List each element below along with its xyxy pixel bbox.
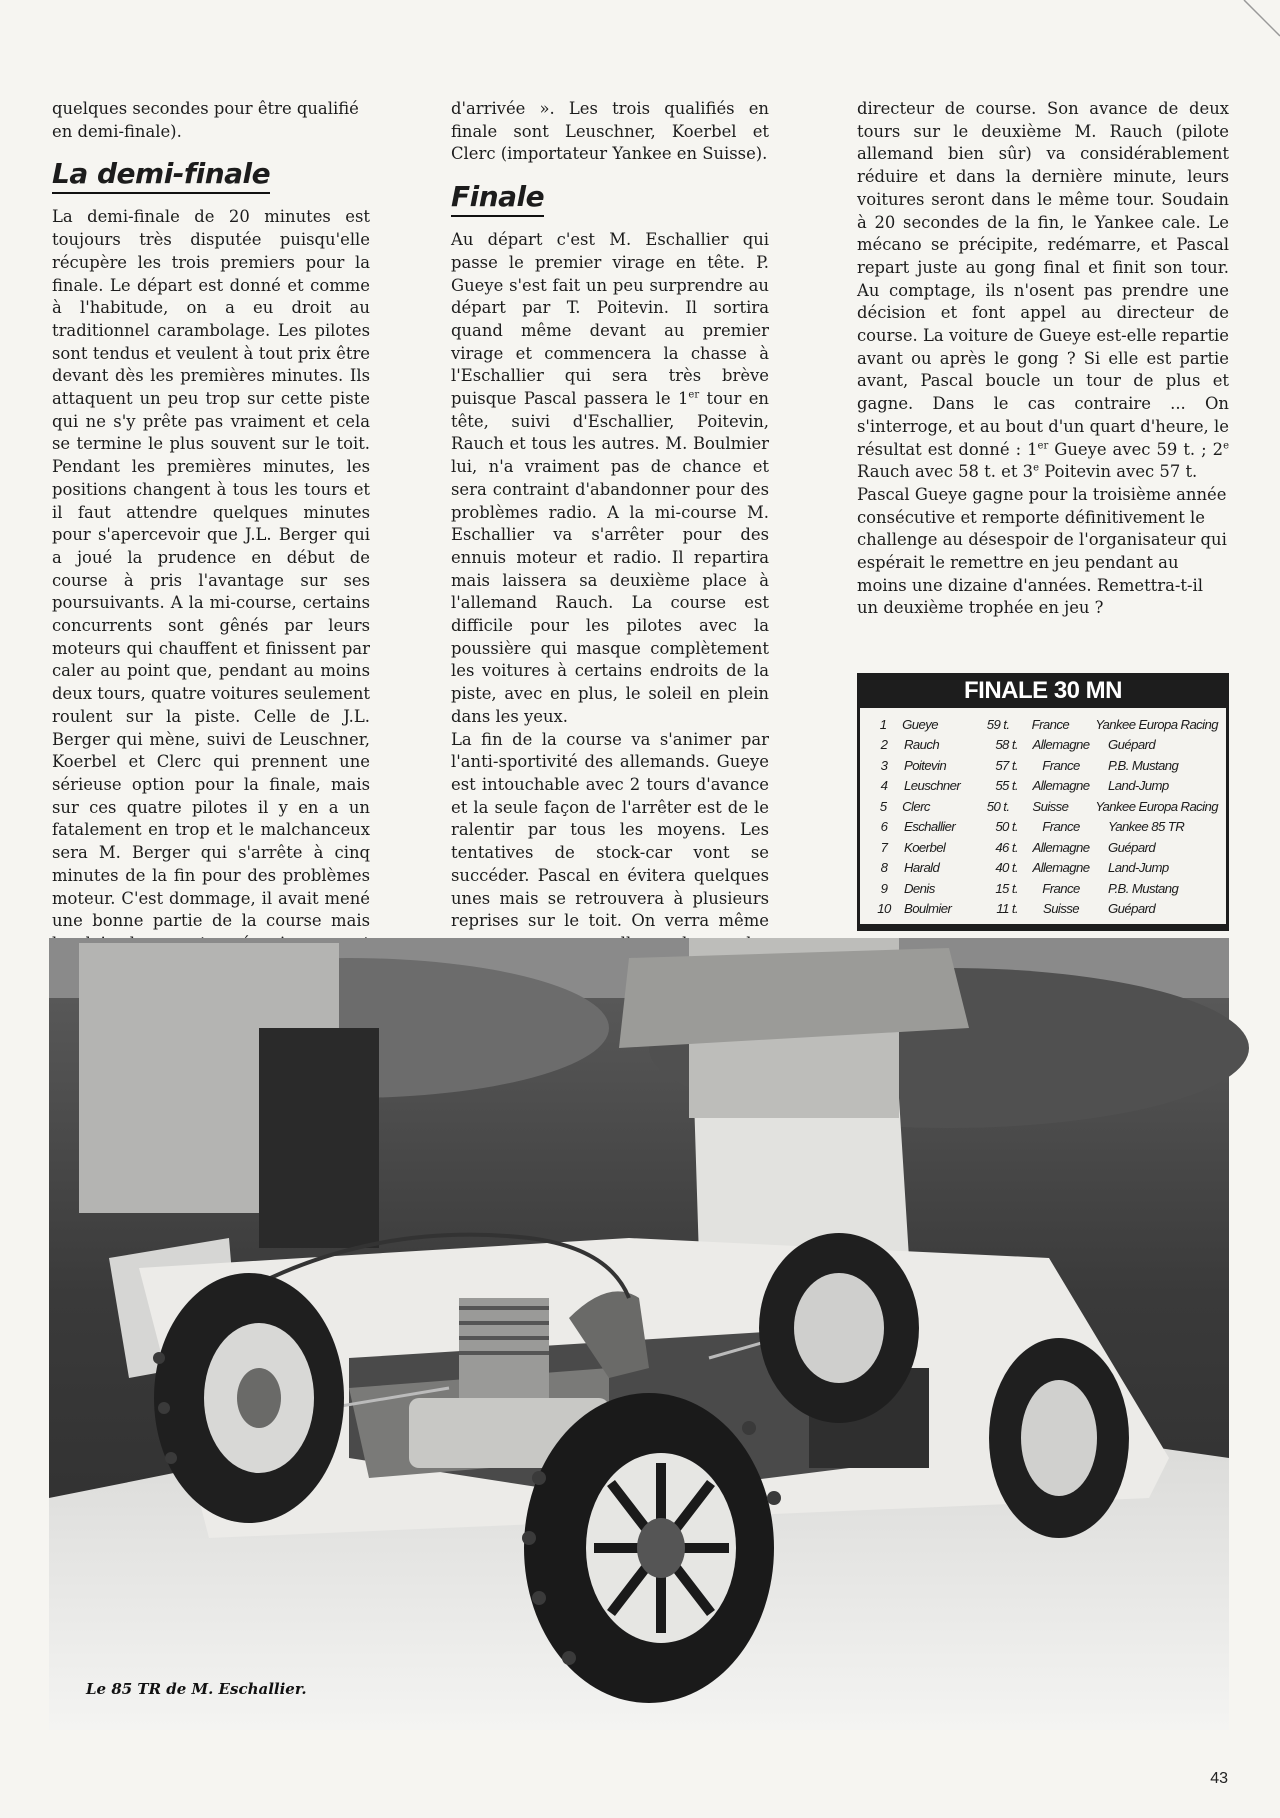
table-row <box>868 899 1218 920</box>
result-rank: 7 <box>880 839 888 855</box>
result-laps: 50 t. <box>995 819 1018 835</box>
result-driver: Leuschner <box>904 778 961 794</box>
result-laps: 46 t. <box>995 839 1018 855</box>
page-number: 43 <box>1210 1770 1228 1787</box>
result-rank: 1 <box>879 716 887 732</box>
result-laps: 59 t. <box>986 716 1010 732</box>
article-column-3 <box>857 98 1229 620</box>
result-car: Guépard <box>1108 737 1156 753</box>
result-driver: Harald <box>904 860 940 876</box>
result-rank: 5 <box>879 798 887 814</box>
paragraph: directeur de course. Son avance de deux tours sur le deuxième M. Rauch (pilote allemand bien sûr) va considérablement réduire et dans la dernière minute, leurs voitures seront dans le même tour. Soudain à 20 secondes de la fin, le Yankee cale. Le mécano se précipite, redémarre, et Pascal repart juste au gong final et finit son tour. Au comptage, ils n'osent pas prendre une décision et font appel au directeur de course. La voiture de Gueye est-elle repartie avant ou après le gong ? Si elle est partie avant, Pascal boucle un tour de plus et gagne. Dans le cas contraire ... On s'interroge, et au bout d'un quart d'heure, le résultat est donné : 1er Gueye avec 59 t. ; 2e Rauch avec 58 t. et 3e Poitevin avec 57 t. <box>857 99 1229 482</box>
result-car: P.B. Mustang <box>1108 757 1179 773</box>
result-rank: 4 <box>880 778 888 794</box>
result-driver: Boulmier <box>904 901 952 917</box>
result-car: Yankee Europa Racing <box>1095 798 1218 814</box>
table-row <box>868 878 1218 899</box>
paragraph: Pascal Gueye gagne pour la troisième année consécutive et remporte définitivement le challenge au désespoir de l'organisateur qui espérait le remettre en jeu pendant au moins une dizaine d'années. Remettra-t-il un deuxième trophée en jeu ? <box>857 484 1227 618</box>
result-country: Allemagne <box>1032 839 1090 855</box>
result-country: Allemagne <box>1032 860 1090 876</box>
table-row <box>868 837 1218 858</box>
table-row <box>868 714 1218 735</box>
result-car: P.B. Mustang <box>1108 880 1179 896</box>
result-country: Suisse <box>1032 798 1069 814</box>
result-driver: Gueye <box>902 716 938 732</box>
result-laps: 40 t. <box>995 860 1018 876</box>
result-laps: 15 t. <box>995 880 1018 896</box>
result-laps: 50 t. <box>986 798 1010 814</box>
result-car: Yankee Europa Racing <box>1095 716 1218 732</box>
race-car-photo <box>49 938 1229 1730</box>
result-laps: 58 t. <box>995 737 1018 753</box>
result-car: Land-Jump <box>1108 860 1169 876</box>
result-rank: 8 <box>880 860 888 876</box>
result-country: France <box>1042 757 1080 773</box>
table-row <box>868 796 1218 817</box>
paragraph: La demi-finale de 20 minutes est toujours très disputée puisqu'elle récupère les trois premiers pour la finale. Le départ est donné et comme à l'habitude, on a eu droit au traditionnel carambolage. Les pilotes sont tendus et veulent à tout prix être devant dès les premières minutes. Ils attaquent un peu trop sur cette piste qui ne s'y prête pas vraiment et cela se termine le plus souvent sur le toit. Pendant les premières minutes, les positions changent à tous les tours et il faut attendre quelques minutes pour s'apercevoir que J.L. Berger qui a joué la prudence en début de course à pris l'avantage sur ses poursuivants. A la mi-course, certains concurrents sont gênés par leurs moteurs qui chauffent et finissent par caler au point que, pendant au moins deux tours, quatre voitures seulement roulent sur la piste. Celle de J.L. Berger qui mène, suivi de Leuschner, Koerbel et Clerc qui prennent une sérieuse option pour la finale, mais sur ces quatre pilotes il y en a un fatalement en trop et le malchanceux sera M. Berger qui s'arrête à cinq minutes de la fin pour des problèmes moteur. C'est dommage, il avait mené une bonne partie de la course mais <box>52 207 370 931</box>
paragraph: Au départ c'est M. Eschallier qui passe le premier virage en tête. P. Gueye s'est fait un peu surprendre au départ par T. Poitevin. Il sortira quand même devant au premier virage et commencera la chasse à l'Eschallier qui sera très brève puisque Pascal passera le 1er tour en tête, suivi d'Eschallier, Poitevin, Rauch et tous les autres. M. Boulmier lui, n'a vraiment pas de chance et sera contraint d'abandonner pour des problèmes radio. A la mi-course M. Eschallier va s'arrêter pour des ennuis moteur et radio. Il repartira mais laissera sa deuxième place à l'allemand Rauch. La course est difficile pour les pilotes avec la poussière qui masque complètement les voitures à certains endroits de la piste, avec en plus, le soleil en plein dans les yeux. <box>451 230 769 726</box>
result-driver: Rauch <box>904 737 940 753</box>
table-row <box>868 755 1218 776</box>
result-rank: 2 <box>880 737 888 753</box>
table-row <box>868 776 1218 797</box>
table-row <box>868 735 1218 756</box>
result-country: France <box>1042 819 1080 835</box>
result-rank: 9 <box>880 880 888 896</box>
result-driver: Denis <box>904 880 935 896</box>
results-table <box>857 673 1229 931</box>
result-laps: 11 t. <box>996 901 1018 917</box>
result-driver: Koerbel <box>904 839 946 855</box>
paragraph: quelques secondes pour être qualifié en demi-finale). <box>52 99 359 141</box>
article-column-2 <box>451 98 769 1024</box>
result-car: Guépard <box>1108 839 1156 855</box>
result-laps: 57 t. <box>995 757 1018 773</box>
section-heading-finale: Finale <box>451 180 544 217</box>
corner-scan-mark <box>1240 0 1280 40</box>
article-column-1 <box>52 98 370 1001</box>
table-row <box>868 858 1218 879</box>
result-driver: Eschallier <box>904 819 956 835</box>
result-driver: Clerc <box>902 798 930 814</box>
result-laps: 55 t. <box>995 778 1018 794</box>
paragraph: La fin de la course va s'animer par l'anti-sportivité des allemands. Gueye est intouchable avec 2 tours d'avance et la seule façon de l'arrêter est de le ralentir par tous les moyens. Les tentatives de stock-car vont se succéder. Pascal en évitera quelques unes mais se retrouvera à plusieurs reprises sur le toit. On verra même <box>451 729 769 931</box>
section-heading-demi-finale: La demi-finale <box>52 157 270 194</box>
results-body <box>860 708 1226 924</box>
result-driver: Poitevin <box>904 757 947 773</box>
result-car: Yankee 85 TR <box>1108 819 1185 835</box>
table-row <box>868 817 1218 838</box>
photo-caption: Le 85 TR de M. Eschallier. <box>86 1680 307 1698</box>
result-rank: 10 <box>877 901 891 917</box>
result-car: Land-Jump <box>1108 778 1169 794</box>
result-rank: 6 <box>880 819 888 835</box>
result-rank: 3 <box>880 757 888 773</box>
result-country: France <box>1031 716 1070 732</box>
result-country: Suisse <box>1043 901 1079 917</box>
result-country: France <box>1042 880 1080 896</box>
results-title: FINALE 30 MN <box>963 677 1122 704</box>
result-country: Allemagne <box>1032 737 1090 753</box>
paragraph: d'arrivée ». Les trois qualifiés en finale sont Leuschner, Koerbel et Clerc (importateur Yankee en Suisse). <box>451 99 769 164</box>
result-car: Guépard <box>1108 901 1156 917</box>
result-country: Allemagne <box>1032 778 1090 794</box>
